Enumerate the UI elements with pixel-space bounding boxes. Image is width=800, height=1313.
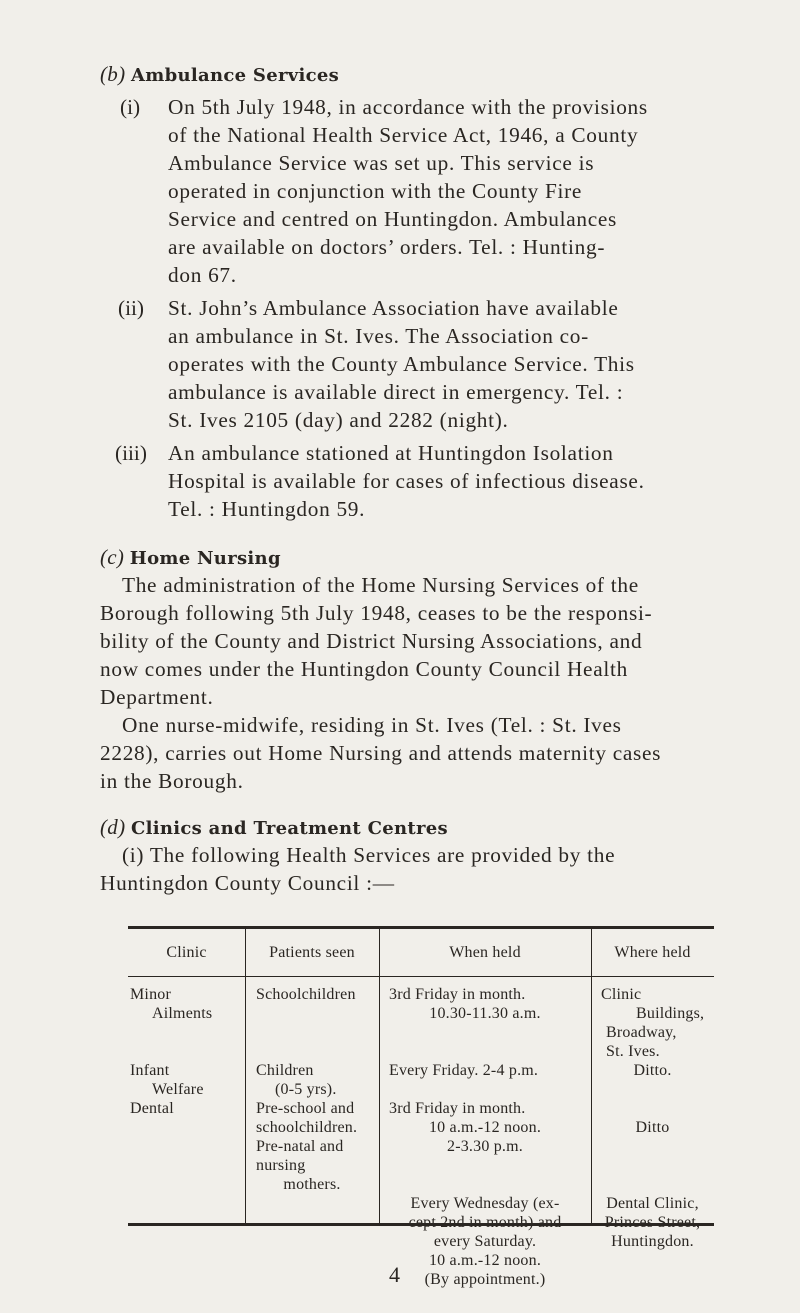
text-line: An ambulance stationed at Huntingdon Isolation [168,441,614,465]
cell-patients: nursing [256,1157,306,1174]
section-d-title: Clinics and Treatment Centres [130,818,448,839]
section-d-letter: (d) [100,815,126,839]
section-c-letter: (c) [100,545,125,569]
cell-when: Every Friday. 2-4 p.m. [389,1062,539,1079]
cell-when: 10 a.m.-12 noon. [428,1119,542,1136]
item-number: (iii) [115,441,147,465]
cell-patients: Pre-natal and [256,1138,344,1155]
cell-when: (By appointment.) [424,1271,546,1288]
text-line: Borough following 5th July 1948, ceases to be the responsi- [100,601,653,625]
cell-where: St. Ives. [606,1043,660,1060]
section-c-heading [100,545,281,570]
cell-clinic: Welfare [152,1081,204,1098]
cell-when: Every Wednesday (ex- [410,1195,560,1212]
cell-where: Ditto. [633,1062,672,1079]
page-number: 4 [389,1262,400,1287]
section-c-title: Home Nursing [129,548,281,569]
text-line: in the Borough. [100,769,244,793]
cell-when: 2-3.30 p.m. [447,1138,523,1155]
table-top-rule [128,926,714,929]
text-line: bility of the County and District Nursing Associations, and [100,629,643,653]
cell-patients: schoolchildren. [256,1119,358,1136]
text-line: now comes under the Huntingdon County Council Health [100,657,628,681]
text-line: Huntingdon County Council :— [100,871,395,895]
cell-where: Princes Street, [604,1214,701,1231]
cell-patients: Schoolchildren [256,986,356,1003]
section-b-letter: (b) [100,62,126,86]
text-line: (i) The following Health Services are provided by the [122,843,616,867]
column-divider [379,929,380,1223]
cell-when: 3rd Friday in month. [389,986,526,1003]
text-line: 2228), carries out Home Nursing and attends maternity cases [100,741,662,765]
cell-where: Huntingdon. [611,1233,694,1250]
text-line: St. Ives 2105 (day) and 2282 (night). [168,408,509,432]
text-line: operates with the County Ambulance Service. This [168,352,635,376]
text-line: One nurse-midwife, residing in St. Ives (Tel. : St. Ives [122,713,622,737]
section-b-title: Ambulance Services [130,65,340,86]
cell-when: 10 a.m.-12 noon. [428,1252,542,1269]
table-header-rule [128,976,714,977]
cell-where: Broadway, [606,1024,677,1041]
text-line: don 67. [168,263,237,287]
cell-when: cept 2nd in month) and [408,1214,562,1231]
text-line: ambulance is available direct in emergency. Tel. : [168,380,624,404]
cell-patients: (0-5 yrs). [275,1081,337,1098]
text-line: are available on doctors’ orders. Tel. : Hunting- [168,235,606,259]
cell-patients: Children [256,1062,314,1079]
text-line: On 5th July 1948, in accordance with the provisions [168,95,648,119]
item-number: (ii) [118,296,145,320]
text-line: Ambulance Service was set up. This service is [168,151,595,175]
header-where-held: Where held [614,944,691,961]
cell-when: 10.30-11.30 a.m. [429,1005,541,1022]
cell-where: Dental Clinic, [606,1195,699,1212]
cell-patients: mothers. [283,1176,341,1193]
cell-when: every Saturday. [433,1233,537,1250]
cell-where: Ditto [635,1119,670,1136]
cell-clinic: Dental [130,1100,174,1117]
header-clinic: Clinic [166,944,207,961]
text-line: The administration of the Home Nursing Services of the [122,573,639,597]
text-line: Hospital is available for cases of infectious disease. [168,469,645,493]
text-line: an ambulance in St. Ives. The Association co- [168,324,589,348]
text-line: operated in conjunction with the County Fire [168,179,583,203]
cell-clinic: Minor [130,986,171,1003]
header-patients-seen: Patients seen [269,944,355,961]
text-line: St. John’s Ambulance Association have available [168,296,619,320]
cell-when: 3rd Friday in month. [389,1100,526,1117]
cell-where: Clinic [601,986,642,1003]
cell-clinic: Ailments [152,1005,213,1022]
header-when-held: When held [449,944,521,961]
cell-where: Buildings, [636,1005,705,1022]
cell-patients: Pre-school and [256,1100,355,1117]
text-line: Service and centred on Huntingdon. Ambulances [168,207,618,231]
text-line: of the National Health Service Act, 1946, a County [168,123,639,147]
section-b-heading [100,62,339,87]
item-number: (i) [120,95,141,119]
cell-clinic: Infant [130,1062,170,1079]
section-d-heading [100,815,448,840]
text-line: Department. [100,685,214,709]
text-line: Tel. : Huntingdon 59. [168,497,366,521]
